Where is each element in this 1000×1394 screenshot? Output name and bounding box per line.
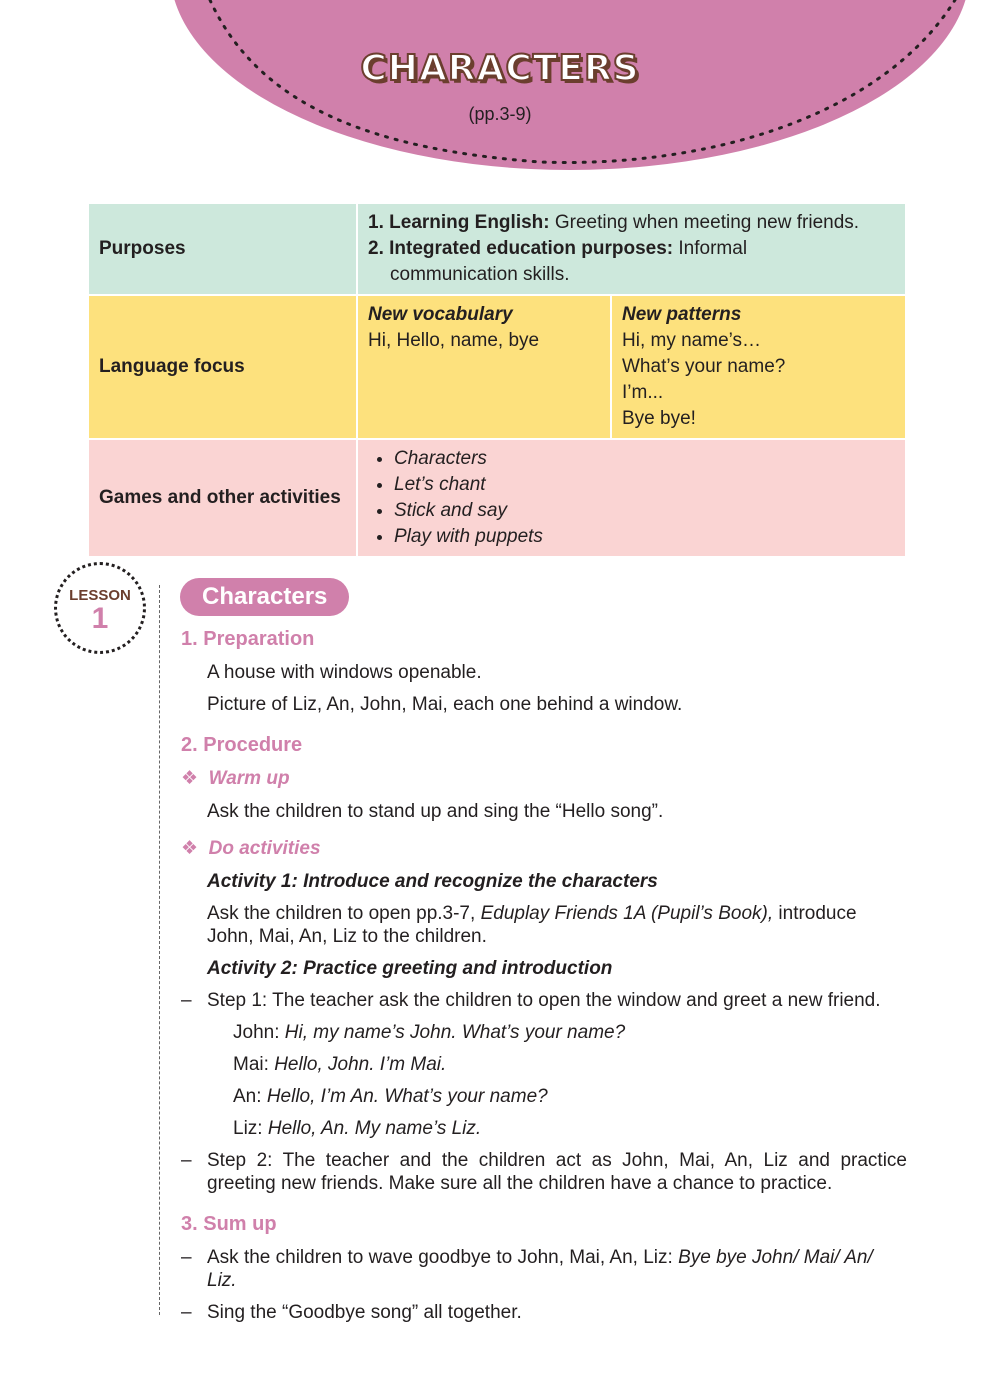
diamond-bullet-icon: ❖ <box>181 768 199 789</box>
lesson-number: 1 <box>91 602 109 635</box>
patterns-cell <box>611 295 906 439</box>
purpose-item: 2. Integrated education purposes: Informal <box>368 238 748 259</box>
sumup-heading: 3. Sum up <box>181 1213 277 1235</box>
preparation-line: A house with windows openable. <box>207 662 482 683</box>
dotted-border-decoration <box>0 0 1000 200</box>
purposes-row <box>88 203 906 295</box>
purposes-label: Purposes <box>88 203 357 295</box>
games-list <box>368 446 895 550</box>
procedure-heading: 2. Procedure <box>181 734 303 756</box>
do-activities-heading: ❖ Do activities <box>181 838 321 859</box>
purpose-item-continued: communication skills. <box>390 264 570 285</box>
patterns-heading: New patterns <box>622 304 742 325</box>
page-title: CHARACTERS <box>360 48 640 89</box>
pattern-item: Bye bye! <box>622 408 696 429</box>
game-item: • Characters <box>394 446 895 472</box>
pattern-item: What’s your name? <box>622 356 786 377</box>
dashed-divider <box>159 585 160 1315</box>
game-item: • Let’s chant <box>394 472 895 498</box>
pattern-item: I’m... <box>622 382 664 403</box>
lesson-content <box>181 628 907 1333</box>
game-item: • Stick and say <box>394 498 895 524</box>
language-focus-row <box>88 295 906 439</box>
game-item: • Play with puppets <box>394 524 895 550</box>
lesson-badge <box>54 562 146 654</box>
lesson-title: Characters <box>180 578 349 616</box>
step-1: – Step 1: The teacher ask the children to open the window and greet a new friend. <box>181 990 881 1011</box>
preparation-heading: 1. Preparation <box>181 628 315 650</box>
page-range: (pp.3-9) <box>468 104 532 124</box>
vocabulary-list: Hi, Hello, name, bye <box>368 330 540 351</box>
sumup-line: – Ask the children to wave goodbye to John, Mai, An, Liz: Bye bye John/ Mai/ An/ Liz. <box>181 1247 873 1291</box>
diamond-bullet-icon: ❖ <box>181 838 199 859</box>
dialogue-line: Mai: Hello, John. I’m Mai. <box>233 1054 447 1075</box>
warmup-heading: ❖ Warm up <box>181 768 290 789</box>
dialogue-line: Liz: Hello, An. My name’s Liz. <box>233 1118 482 1139</box>
lesson-word: LESSON <box>69 587 131 604</box>
preparation-line: Picture of Liz, An, John, Mai, each one behind a window. <box>207 694 683 715</box>
games-cell <box>357 439 906 557</box>
warmup-text: Ask the children to stand up and sing the “Hello song”. <box>207 801 664 822</box>
purpose-item: 1. Learning English: Greeting when meeting new friends. <box>368 212 860 233</box>
purposes-content <box>357 203 906 295</box>
activity-2-title: Activity 2: Practice greeting and introduction <box>207 958 613 979</box>
dialogue-line: John: Hi, my name’s John. What’s your name? <box>233 1022 626 1043</box>
dialogue-line: An: Hello, I’m An. What’s your name? <box>233 1086 548 1107</box>
pattern-item: Hi, my name’s… <box>622 330 762 351</box>
lesson-overview-table <box>87 202 907 558</box>
activity-1-title: Activity 1: Introduce and recognize the characters <box>207 871 658 892</box>
language-focus-label: Language focus <box>88 295 357 439</box>
vocabulary-heading: New vocabulary <box>368 304 513 325</box>
vocabulary-cell <box>357 295 611 439</box>
activity-1-text: Ask the children to open pp.3-7, Eduplay Friends 1A (Pupil’s Book), introduce John, Mai, An, Liz to the children. <box>207 903 857 947</box>
step-2: – Step 2: The teacher and the children act as John, Mai, An, Liz and practice greeting new friends. Make sure all the children have a chance to practice. <box>181 1150 907 1194</box>
games-row <box>88 439 906 557</box>
games-label: Games and other activities <box>88 439 357 557</box>
sumup-line: – Sing the “Goodbye song” all together. <box>181 1302 522 1323</box>
